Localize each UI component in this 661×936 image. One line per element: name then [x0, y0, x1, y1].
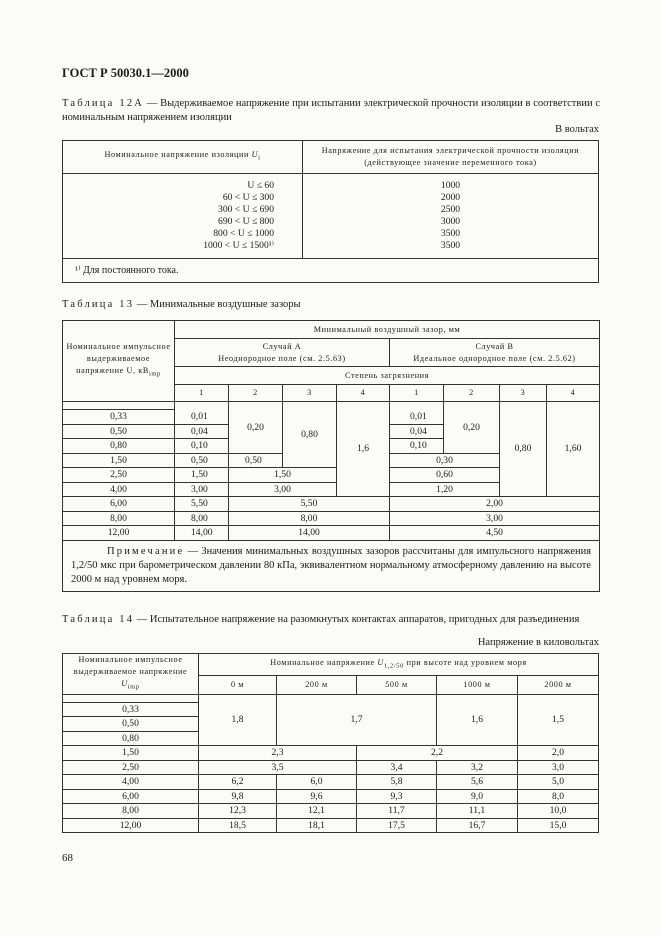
t13-b1: 0,01	[390, 402, 444, 425]
t13-a1: 0,04	[175, 424, 229, 439]
t14-g1-c4: 1,5	[518, 694, 599, 746]
t14-cell: 5,6	[437, 775, 518, 790]
t13-degree: 2	[229, 385, 283, 402]
t12a-value: 2500	[440, 204, 461, 215]
table-13	[62, 320, 600, 592]
table-12a	[62, 140, 599, 283]
table-13-caption	[62, 298, 600, 312]
t13-pollution-header: Степень загрязнения	[175, 367, 600, 385]
t14-cell: 8,0	[518, 789, 599, 804]
t13-voltage: 6,00	[63, 497, 175, 512]
t14-cell: 12,1	[277, 804, 357, 819]
t13-voltage: 8,00	[63, 511, 175, 526]
t13-voltage: 4,00	[63, 482, 175, 497]
t12a-range: 300 < U ≤ 690	[218, 204, 274, 215]
t14-cell: 18,5	[199, 818, 277, 833]
t14-cell: 18,1	[277, 818, 357, 833]
table-12a-caption	[62, 97, 600, 125]
page-number: 68	[62, 852, 73, 864]
t13-b-r7: 2,00	[390, 497, 600, 512]
table-14-units: Напряжение в киловольтах	[477, 637, 599, 648]
t14-cell: 10,0	[518, 804, 599, 819]
t12a-range: U ≤ 60	[247, 180, 274, 191]
t13-col1-header: Номинальное импульсное выдерживаемое напряжение U, $кВ_{imp}$	[63, 321, 175, 402]
t12a-col2-header: Напряжение для испытания электрической прочности изоляции (действующее значение переменного тока)	[303, 141, 599, 174]
t12a-footnote: ¹⁾ Для постоянного тока.	[63, 259, 599, 283]
t13-case-b: Случай В Идеальное однородное поле (см. 2.5.62)	[390, 339, 600, 367]
table-14-label: Таблица 14	[62, 614, 135, 625]
table-12a-label: Таблица 12А	[62, 98, 145, 109]
t13-b1: 0,04	[390, 424, 444, 439]
t13-b3-merged: 0,80	[500, 402, 547, 497]
t13-a2-r4: 0,50	[229, 453, 283, 468]
t13-degree: 3	[283, 385, 337, 402]
t13-degree: 1	[175, 385, 229, 402]
t13-degree: 4	[547, 385, 600, 402]
table-14	[62, 653, 599, 833]
t14-voltage: 0,50	[63, 717, 199, 732]
t14-altitude: 0 м	[199, 676, 277, 694]
t14-r4-c23: 2,2	[357, 746, 518, 761]
t13-b2-merged: 0,20	[444, 402, 500, 454]
t12a-col1-header: Номинальное напряжение изоляции $U_i$	[63, 141, 303, 174]
table-12a-units: В вольтах	[555, 124, 599, 135]
t12a-range: 800 < U ≤ 1000	[213, 228, 274, 239]
t12a-range: 1000 < U ≤ 1500¹⁾	[203, 240, 274, 251]
t13-b4-merged: 1,60	[547, 402, 600, 497]
t14-r5-c01: 3,5	[199, 760, 357, 775]
t14-voltage: 12,00	[63, 818, 199, 833]
t13-a234-r8: 8,00	[229, 511, 390, 526]
t14-g1-c0: 1,8	[199, 694, 277, 746]
t13-top-header: Минимальный воздушный зазор, мм	[175, 321, 600, 339]
t14-altitude: 1000 м	[437, 676, 518, 694]
t13-a1: 3,00	[175, 482, 229, 497]
t13-voltage: 0,80	[63, 439, 175, 454]
t12a-values-cell	[303, 174, 599, 259]
table-13-label: Таблица 13	[62, 299, 135, 310]
t13-a1: 8,00	[175, 511, 229, 526]
t13-voltage: 0,50	[63, 424, 175, 439]
t13-degree: 1	[390, 385, 444, 402]
t13-a234-r9: 14,00	[229, 526, 390, 541]
t12a-ranges-cell	[63, 174, 303, 259]
t13-voltage: 12,00	[63, 526, 175, 541]
t13-degree: 3	[500, 385, 547, 402]
t14-cell: 12,3	[199, 804, 277, 819]
t14-g1-c3: 1,6	[437, 694, 518, 746]
t14-g1-c12: 1,7	[277, 694, 437, 746]
t14-cell: 9,3	[357, 789, 437, 804]
t14-cell: 15,0	[518, 818, 599, 833]
t14-cell: 5,8	[357, 775, 437, 790]
t13-voltage: 2,50	[63, 468, 175, 483]
t14-cell: 5,0	[518, 775, 599, 790]
t13-note-text: — Значения минимальных воздушных зазоров рассчитаны для импульсного напряжения 1,2/50 мкс при барометрическом давлении 80 кПа, эквивалентном нормальному атмосферному давлению на высоте 2000 м над уровнем моря.	[71, 545, 592, 585]
table-13-title: — Минимальные воздушные зазоры	[134, 299, 301, 310]
t14-altitude: 2000 м	[518, 676, 599, 694]
t13-voltage: 0,33	[63, 410, 175, 425]
t13-b12-r6: 1,20	[390, 482, 500, 497]
t14-voltage: 1,50	[63, 746, 199, 761]
t14-cell: 6,2	[199, 775, 277, 790]
t13-degree: 4	[337, 385, 390, 402]
t13-voltage: 1,50	[63, 453, 175, 468]
t13-a234-r6: 3,00	[229, 482, 337, 497]
t12a-range: 60 < U ≤ 300	[222, 192, 274, 203]
t13-b-r9: 4,50	[390, 526, 600, 541]
t14-voltage: 0,33	[63, 702, 199, 717]
t13-b12-r5: 0,60	[390, 468, 500, 483]
t14-r4-c01: 2,3	[199, 746, 357, 761]
t14-cell: 17,5	[357, 818, 437, 833]
t13-note-label: Примечание	[107, 545, 185, 557]
t14-voltage: 6,00	[63, 789, 199, 804]
t12a-value: 3000	[440, 216, 461, 227]
t14-top-header: Номинальное напряжение $U_{1,2/50}$ при высоте над уровнем моря	[199, 654, 599, 676]
t13-b12-r4: 0,30	[390, 453, 500, 468]
t14-altitude: 500 м	[357, 676, 437, 694]
t13-degree: 2	[444, 385, 500, 402]
t12a-value: 2000	[440, 192, 461, 203]
table-14-caption	[62, 613, 600, 627]
t12a-range: 690 < U ≤ 800	[218, 216, 274, 227]
t14-r5-c4: 3,0	[518, 760, 599, 775]
t14-cell: 6,0	[277, 775, 357, 790]
t12a-value: 3500	[440, 240, 461, 251]
document-header: ГОСТ Р 50030.1—2000	[62, 66, 189, 80]
t12a-value: 3500	[440, 228, 461, 239]
t12a-value: 1000	[440, 180, 461, 191]
t14-r5-c3: 3,2	[437, 760, 518, 775]
t13-b1: 0,10	[390, 439, 444, 454]
t14-r4-c4: 2,0	[518, 746, 599, 761]
t14-altitude: 200 м	[277, 676, 357, 694]
t13-a1: 0,10	[175, 439, 229, 454]
t13-a1: 14,00	[175, 526, 229, 541]
t13-a1: 1,50	[175, 468, 229, 483]
t13-a234-r7: 5,50	[229, 497, 390, 512]
t13-b-r8: 3,00	[390, 511, 600, 526]
t13-a4-merged: 1,6	[337, 402, 390, 497]
t14-cell: 11,7	[357, 804, 437, 819]
t13-a3-merged: 0,80	[283, 402, 337, 468]
t14-cell: 16,7	[437, 818, 518, 833]
t14-voltage: 8,00	[63, 804, 199, 819]
t13-case-a: Случай А Неоднородное поле (см. 2.5.63)	[175, 339, 390, 367]
t13-a23-r5: 1,50	[229, 468, 337, 483]
t13-a1: 5,50	[175, 497, 229, 512]
table-12a-title: — Выдерживаемое напряжение при испытании электрической прочности изоляции в соответствии с номинальным напряжением изоляции	[62, 98, 600, 123]
t14-voltage: 2,50	[63, 760, 199, 775]
t14-col1-header: Номинальное импульсное выдерживаемое напряжение $U_{imp}$	[63, 654, 199, 695]
t13-note	[63, 540, 600, 591]
t14-cell: 9,8	[199, 789, 277, 804]
table-14-title: — Испытательное напряжение на разомкнутых контактах аппаратов, пригодных для разъединения	[134, 614, 580, 625]
t14-voltage: 4,00	[63, 775, 199, 790]
t14-cell: 11,1	[437, 804, 518, 819]
t14-voltage: 0,80	[63, 731, 199, 746]
t14-r5-c2: 3,4	[357, 760, 437, 775]
t13-a1: 0,01	[175, 402, 229, 425]
t14-cell: 9,0	[437, 789, 518, 804]
t14-cell: 9,6	[277, 789, 357, 804]
t13-a1: 0,50	[175, 453, 229, 468]
t13-spacer	[63, 402, 175, 410]
t14-spacer	[63, 694, 199, 702]
t13-a2-merged: 0,20	[229, 402, 283, 454]
